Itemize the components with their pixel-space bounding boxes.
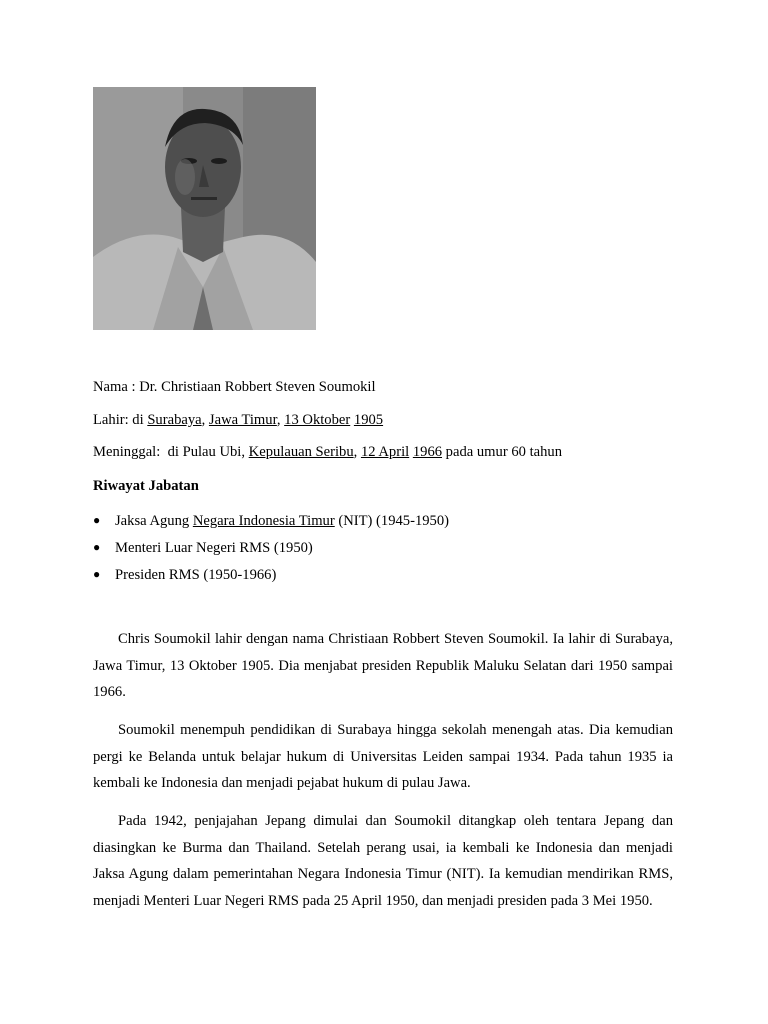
nama-label: Nama : xyxy=(93,379,140,395)
link-death-date[interactable]: 12 April xyxy=(360,444,410,460)
link-negara-indonesia-timur[interactable]: Negara Indonesia Timur xyxy=(192,513,335,529)
link-birth-year[interactable]: 1905 xyxy=(353,412,384,428)
link-surabaya[interactable]: Surabaya xyxy=(147,412,202,428)
portrait-image xyxy=(93,87,316,330)
list-item xyxy=(93,511,449,530)
separator: , xyxy=(353,444,361,460)
meninggal-line xyxy=(93,443,562,461)
paragraph-2: Soumokil menempuh pendidikan di Surabaya hingga sekolah menengah atas. Dia kemudian pergi ke Belanda untuk belajar hukum di Universitas Leiden sampai 1934. Pada tahun 1935 ia kembali ke Indonesia dan menjadi pejabat hukum di pulau Jawa. xyxy=(93,722,673,791)
item-text: Presiden RMS (1950-1966) xyxy=(115,567,277,583)
paragraph-3: Pada 1942, penjajahan Jepang dimulai dan Soumokil ditangkap oleh tentara Jepang dan diasingkan ke Burma dan Thailand. Setelah perang usai, ia kembali ke Indonesia dan menjadi Jaksa Agung dalam pemerintahan Negara Indonesia Timur (NIT). Ia kemudian mendirikan RMS, menjadi Menteri Luar Negeri RMS pada 25 April 1950, dan menjadi presiden pada 3 Mei 1950. xyxy=(93,813,673,909)
paragraph-1: Chris Soumokil lahir dengan nama Christiaan Robbert Steven Soumokil. Ia lahir di Surabaya, Jawa Timur, 13 Oktober 1905. Dia menjabat presiden Republik Maluku Selatan dari 1950 sampai 1966. xyxy=(93,631,673,700)
link-kepulauan-seribu[interactable]: Kepulauan Seribu xyxy=(248,444,354,460)
nama-line xyxy=(93,378,376,396)
link-jawa-timur[interactable]: Jawa Timur xyxy=(208,412,277,428)
portrait-photo xyxy=(93,87,316,330)
bullet-icon: ● xyxy=(93,540,101,554)
bullet-icon: ● xyxy=(93,567,101,581)
item-suffix: (NIT) (1945-1950) xyxy=(334,513,450,529)
lahir-line xyxy=(93,411,383,429)
list-item xyxy=(93,565,276,584)
item-text: Menteri Luar Negeri RMS (1950) xyxy=(115,540,313,556)
link-death-year[interactable]: 1966 xyxy=(412,444,443,460)
item-prefix: Jaksa Agung xyxy=(115,513,193,529)
list-item xyxy=(93,538,313,557)
nama-value: Dr. Christiaan Robbert Steven Soumokil xyxy=(139,379,376,395)
link-birth-date[interactable]: 13 Oktober xyxy=(284,412,351,428)
meninggal-label: Meninggal: di Pulau Ubi, xyxy=(93,444,249,460)
separator: , xyxy=(201,412,209,428)
bullet-icon: ● xyxy=(93,513,101,527)
meninggal-suffix: pada umur 60 tahun xyxy=(442,444,562,460)
riwayat-heading: Riwayat Jabatan xyxy=(93,478,199,494)
separator: , xyxy=(276,412,285,428)
lahir-label: Lahir: di xyxy=(93,412,148,428)
